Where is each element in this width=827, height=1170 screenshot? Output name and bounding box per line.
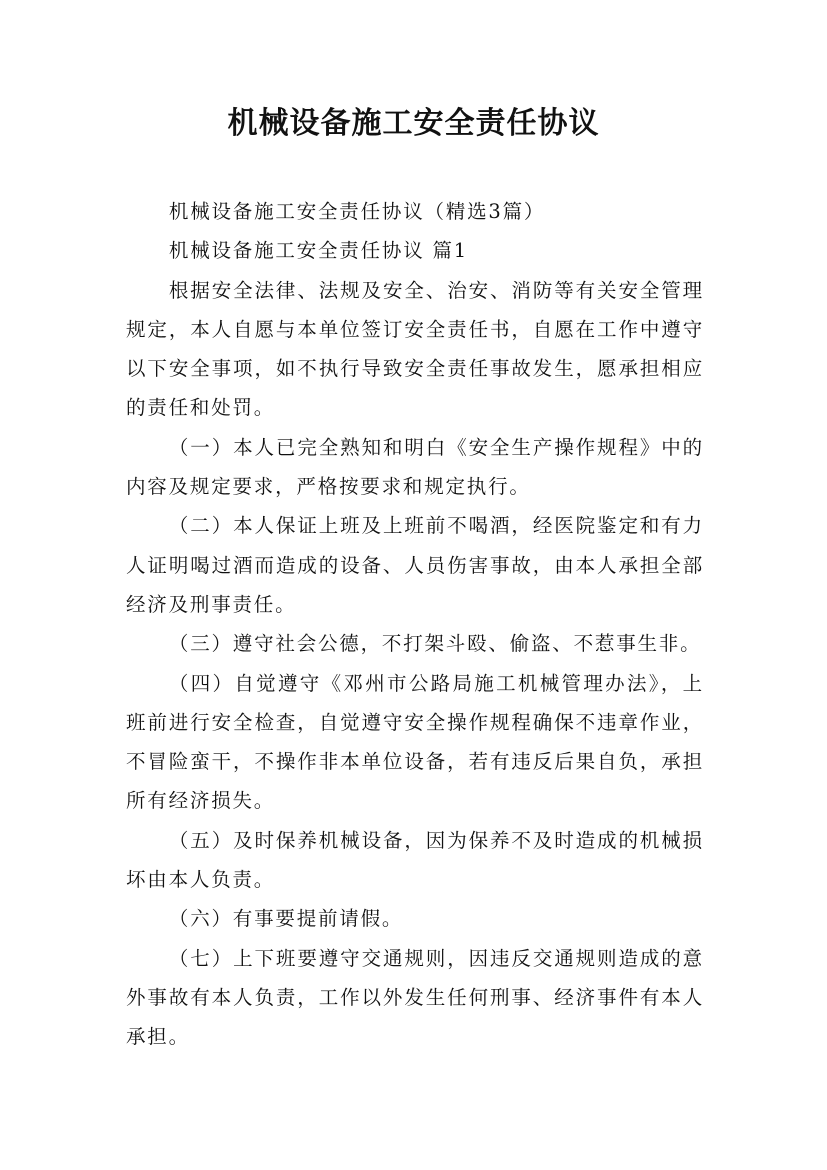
clause-1: （一）本人已完全熟知和明白《安全生产操作规程》中的内容及规定要求，严格按要求和规定执行。 — [126, 435, 704, 499]
clause-6: （六）有事要提前请假。 — [168, 907, 404, 931]
document-title: 机械设备施工安全责任协议 — [227, 106, 600, 141]
clause-7: （七）上下班要遵守交通规则，因违反交通规则造成的意外事故有本人负责，工作以外发生任何刑事、经济事件有本人承担。 — [126, 946, 704, 1049]
subtitle-article-1: 机械设备施工安全责任协议 篇1 — [168, 239, 468, 263]
subtitle-collection: 机械设备施工安全责任协议（精选3篇） — [168, 200, 546, 223]
clause-4: （四）自觉遵守《邓州市公路局施工机械管理办法》，上班前进行安全检查，自觉遵守安全操作规程确保不违章作业，不冒险蛮干，不操作非本单位设备，若有违反后果自负，承担所有经济损失。 — [126, 671, 704, 813]
clause-3: （三）遵守社会公德，不打架斗殴、偷盗、不惹事生非。 — [168, 632, 702, 656]
document-body — [126, 192, 704, 1057]
clause-2: （二）本人保证上班及上班前不喝酒，经医院鉴定和有力人证明喝过酒而造成的设备、人员伤害事故，由本人承担全部经济及刑事责任。 — [126, 514, 704, 616]
clause-5: （五）及时保养机械设备，因为保养不及时造成的机械损坏由本人负责。 — [126, 828, 704, 892]
paragraph-intro: 根据安全法律、法规及安全、治安、消防等有关安全管理规定，本人自愿与本单位签订安全责任书，自愿在工作中遵守以下安全事项，如不执行导致安全责任事故发生，愿承担相应的责任和处罚。 — [126, 278, 704, 420]
